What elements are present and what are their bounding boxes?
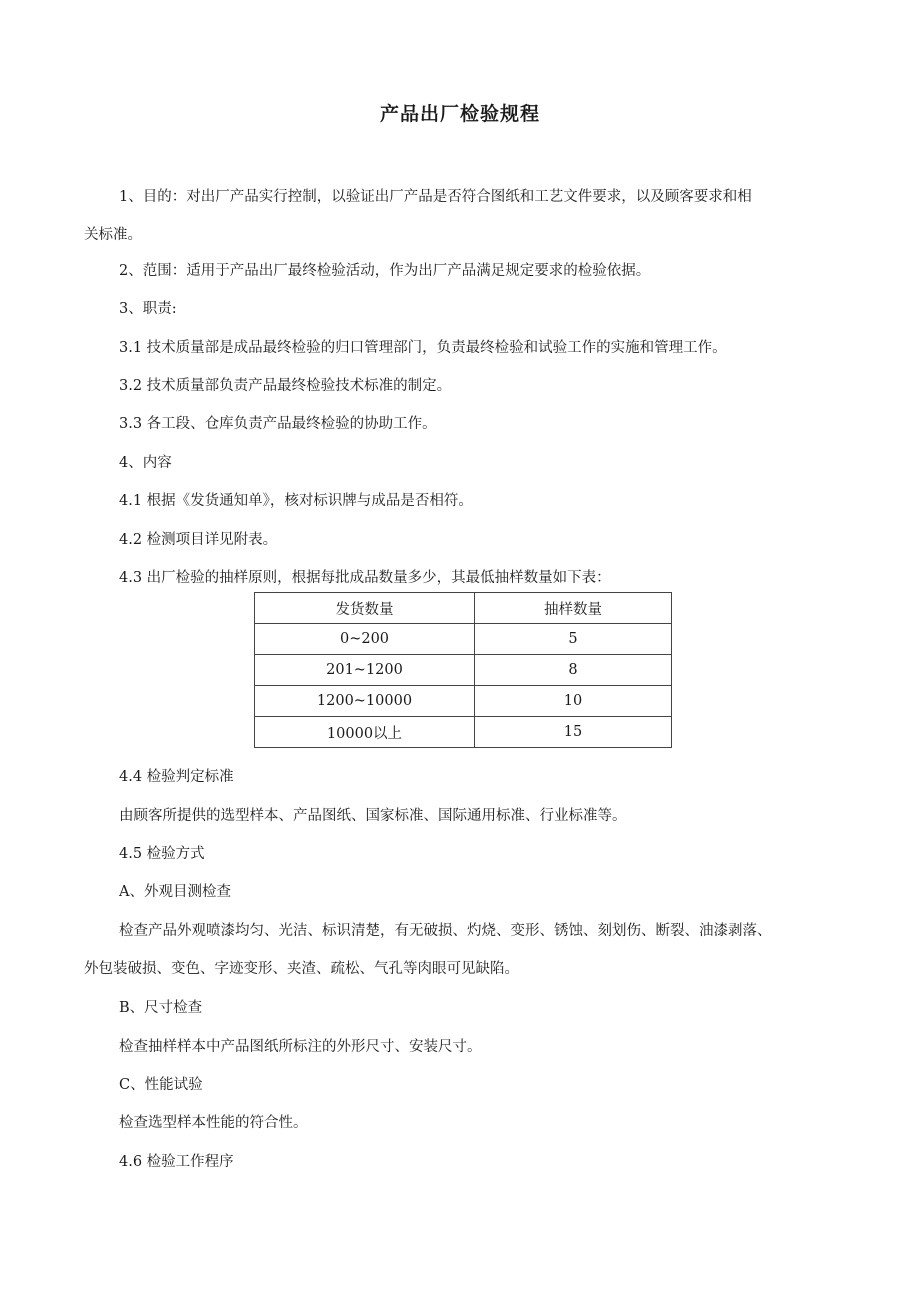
section-4-1: 4.1 根据《发货通知单》，核对标识牌与成品是否相符。 — [119, 493, 473, 509]
section-b-dimension-check: B、尺寸检查 — [119, 1000, 203, 1016]
section-4-4: 4.4 检验判定标准 — [119, 769, 234, 785]
section-2-scope: 2、范围：适用于产品出厂最终检验活动，作为出厂产品满足规定要求的检验依据。 — [119, 263, 651, 279]
table-row — [255, 624, 672, 655]
section-4-6: 4.6 检验工作程序 — [119, 1154, 234, 1170]
table-row — [255, 717, 672, 748]
header-sample-quantity: 抽样数量 — [475, 593, 672, 624]
section-a-text — [84, 912, 834, 988]
section-3-2: 3.2 技术质量部负责产品最终检验技术标准的制定。 — [119, 378, 452, 394]
cell-shipment-quantity: 0~200 — [255, 624, 475, 655]
table-header-row — [255, 593, 672, 624]
section-3-3: 3.3 各工段、仓库负责产品最终检验的协助工作。 — [119, 416, 437, 432]
section-b-text: 检查抽样样本中产品图纸所标注的外形尺寸、安装尺寸。 — [119, 1039, 482, 1055]
cell-shipment-quantity: 1200~10000 — [255, 686, 475, 717]
section-3-1: 3.1 技术质量部是成品最终检验的归口管理部门，负责最终检验和试验工作的实施和管理工作。 — [119, 340, 727, 356]
cell-shipment-quantity: 10000以上 — [255, 717, 475, 748]
sampling-table — [254, 592, 672, 748]
section-a-text-continuation: 外包装破损、变色、字迹变形、夹渣、疏松、气孔等肉眼可见缺陷。 — [84, 961, 519, 977]
section-c-text: 检查选型样本性能的符合性。 — [119, 1115, 308, 1131]
page-title: 产品出厂检验规程 — [379, 103, 540, 125]
section-1-text: 1、目的：对出厂产品实行控制，以验证出厂产品是否符合图纸和工艺文件要求，以及顾客要求和相 — [119, 189, 752, 205]
section-4-2: 4.2 检测项目详见附表。 — [119, 532, 278, 548]
header-shipment-quantity: 发货数量 — [255, 593, 475, 624]
table-row — [255, 686, 672, 717]
section-4-3: 4.3 出厂检验的抽样原则，根据每批成品数量多少，其最低抽样数量如下表： — [119, 570, 611, 586]
section-4-4-text: 由顾客所提供的选型样本、产品图纸、国家标准、国际通用标准、行业标准等。 — [119, 808, 627, 824]
section-3-responsibility: 3、职责: — [119, 301, 177, 317]
cell-shipment-quantity: 201~1200 — [255, 655, 475, 686]
cell-sample-quantity: 5 — [475, 624, 672, 655]
section-a-visual-inspection: A、外观目测检查 — [119, 884, 231, 900]
cell-sample-quantity: 8 — [475, 655, 672, 686]
cell-sample-quantity: 10 — [475, 686, 672, 717]
section-1-purpose — [84, 178, 834, 254]
section-4-content: 4、内容 — [119, 455, 172, 471]
section-4-5: 4.5 检验方式 — [119, 846, 205, 862]
section-c-performance-test: C、性能试验 — [119, 1077, 203, 1093]
cell-sample-quantity: 15 — [475, 717, 672, 748]
section-a-text-line1: 检查产品外观喷漆均匀、光洁、标识清楚，有无破损、灼烧、变形、锈蚀、刻划伤、断裂、油漆剥落、 — [119, 923, 772, 939]
table-row — [255, 655, 672, 686]
section-1-continuation: 关标准。 — [84, 227, 142, 243]
